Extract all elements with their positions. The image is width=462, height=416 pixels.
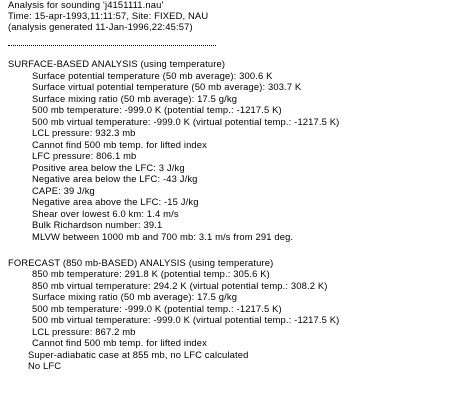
forecast-title: FORECAST (850 mb-BASED) ANALYSIS (using temperature) — [8, 257, 274, 268]
forecast-line: 500 mb virtual temperature: -999.0 K (virtual potential temp.: -1217.5 K) — [32, 314, 340, 325]
forecast-line: LCL pressure: 867.2 mb — [32, 326, 136, 337]
header-divider — [8, 45, 216, 46]
surface-based-line: CAPE: 39 J/kg — [32, 185, 95, 196]
surface-based-line: Surface potential temperature (50 mb average): 300.6 K — [32, 70, 273, 81]
forecast-line: Surface mixing ratio (50 mb average): 17.5 g/kg — [32, 291, 238, 302]
forecast-line: 850 mb temperature: 291.8 K (potential temp.: 305.6 K) — [32, 268, 270, 279]
surface-based-line: Surface mixing ratio (50 mb average): 17.5 g/kg — [32, 93, 238, 104]
surface-based-line: 500 mb temperature: -999.0 K (potential temp.: -1217.5 K) — [32, 104, 282, 115]
forecast-footer-line: Super-adiabatic case at 855 mb, no LFC calculated — [28, 349, 249, 360]
surface-based-line: MLVW between 1000 mb and 700 mb: 3.1 m/s from 291 deg. — [32, 231, 294, 242]
forecast-line: 850 mb virtual temperature: 294.2 K (virtual potential temp.: 308.2 K) — [32, 280, 328, 291]
header-generated: (analysis generated 11-Jan-1996,22:45:57) — [8, 21, 193, 32]
surface-based-line: Positive area below the LFC: 3 J/kg — [32, 162, 185, 173]
forecast-line: Cannot find 500 mb temp. for lifted index — [32, 337, 207, 348]
surface-based-line: 500 mb virtual temperature: -999.0 K (virtual potential temp.: -1217.5 K) — [32, 116, 340, 127]
forecast-footer-line: No LFC — [28, 360, 62, 371]
surface-based-line: Bulk Richardson number: 39.1 — [32, 219, 163, 230]
header-time-site: Time: 15-apr-1993,11:11:57, Site: FIXED, NAU — [8, 10, 209, 21]
surface-based-line: LCL pressure: 932.3 mb — [32, 127, 136, 138]
surface-based-title: SURFACE-BASED ANALYSIS (using temperature) — [8, 58, 226, 69]
header-sounding-name: Analysis for sounding 'j4151111.nau' — [8, 0, 164, 10]
surface-based-line: LFC pressure: 806.1 mb — [32, 150, 137, 161]
surface-based-line: Cannot find 500 mb temp. for lifted index — [32, 139, 207, 150]
forecast-line: 500 mb temperature: -999.0 K (potential temp.: -1217.5 K) — [32, 303, 282, 314]
surface-based-line: Negative area above the LFC: -15 J/kg — [32, 196, 199, 207]
surface-based-line: Surface virtual potential temperature (50 mb average): 303.7 K — [32, 81, 302, 92]
surface-based-line: Shear over lowest 6.0 km: 1.4 m/s — [32, 208, 179, 219]
surface-based-line: Negative area below the LFC: -43 J/kg — [32, 173, 198, 184]
